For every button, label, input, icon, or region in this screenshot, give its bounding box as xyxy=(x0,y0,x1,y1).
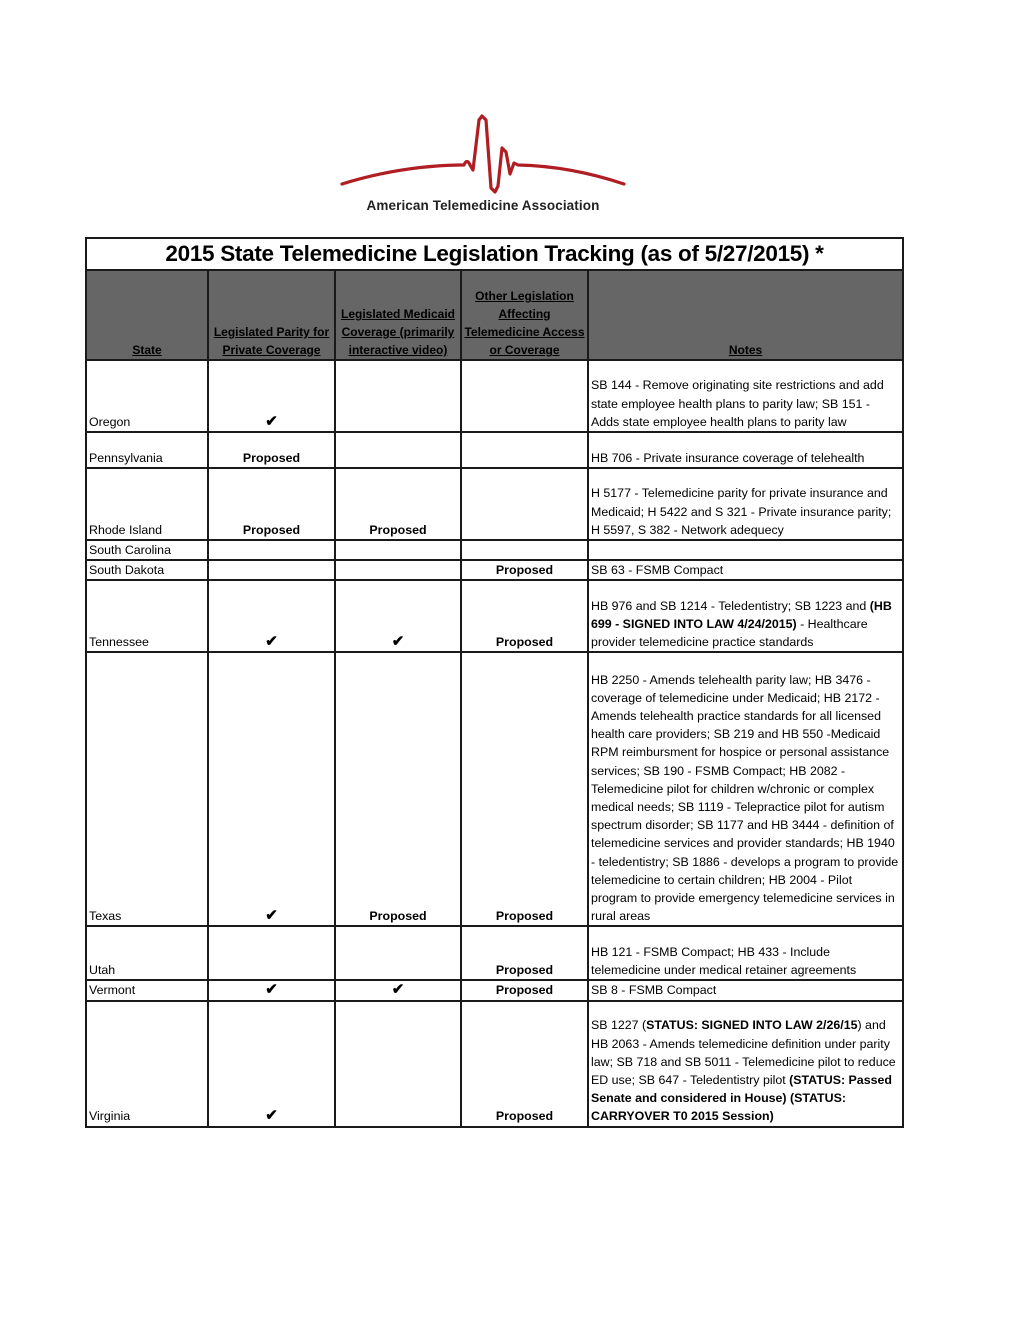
notes-cell xyxy=(588,580,903,652)
notes-cell xyxy=(588,432,903,468)
notes-text: SB 63 - FSMB Compact xyxy=(591,563,724,578)
legislation-table xyxy=(85,237,904,1128)
other-legislation-cell: Proposed xyxy=(461,926,588,980)
state-cell: Vermont xyxy=(86,980,208,1000)
parity-cell xyxy=(208,652,335,926)
checkmark-icon: ✔ xyxy=(265,1107,278,1125)
column-header-parity: Legislated Parity for Private Coverage xyxy=(208,270,335,360)
notes-cell xyxy=(588,1001,903,1127)
column-header-other-legislation: Other Legislation Affecting Telemedicine Access or Coverage xyxy=(461,270,588,360)
medicaid-cell xyxy=(335,560,461,580)
notes-text: ) and HB 2063 - Amends telemedicine definition under parity law; SB 718 and SB 5011 - Telemedicine pilot to reduce ED use; SB 647 - Teledentistry pilot xyxy=(591,1018,896,1087)
other-legislation-cell: Proposed xyxy=(461,652,588,926)
column-header-state: State xyxy=(86,270,208,360)
notes-text: HB 976 and SB 1214 - Teledentistry; SB 1223 and xyxy=(591,598,870,613)
notes-cell xyxy=(588,980,903,1000)
notes-text: - Healthcare provider telemedicine practice standards xyxy=(591,617,868,650)
medicaid-cell xyxy=(335,540,461,560)
notes-cell xyxy=(588,926,903,980)
parity-cell: Proposed xyxy=(208,468,335,540)
checkmark-icon: ✔ xyxy=(265,981,278,999)
state-cell: Pennsylvania xyxy=(86,432,208,468)
state-cell: Texas xyxy=(86,652,208,926)
notes-cell xyxy=(588,360,903,432)
checkmark-icon: ✔ xyxy=(265,633,278,651)
table-body xyxy=(86,360,903,1127)
column-header-notes: Notes xyxy=(588,270,903,360)
notes-cell xyxy=(588,540,903,560)
medicaid-cell xyxy=(335,360,461,432)
notes-cell xyxy=(588,560,903,580)
parity-cell xyxy=(208,980,335,1000)
ata-logo xyxy=(330,108,650,218)
parity-cell xyxy=(208,560,335,580)
parity-cell: Proposed xyxy=(208,432,335,468)
organization-name: American Telemedicine Association xyxy=(366,198,600,213)
parity-cell xyxy=(208,580,335,652)
medicaid-cell xyxy=(335,980,461,1000)
table-row xyxy=(86,926,903,980)
notes-text: SB 144 - Remove originating site restrictions and add state employee health plans to parity law; SB 151 - Adds state employee health plans to parity law xyxy=(591,378,884,429)
checkmark-icon: ✔ xyxy=(265,412,278,430)
other-legislation-cell xyxy=(461,540,588,560)
table-row xyxy=(86,540,903,560)
checkmark-icon: ✔ xyxy=(391,981,405,999)
state-cell: Utah xyxy=(86,926,208,980)
state-cell: Virginia xyxy=(86,1001,208,1127)
state-cell: South Dakota xyxy=(86,560,208,580)
heartbeat-arc-icon xyxy=(330,108,636,198)
parity-cell xyxy=(208,1001,335,1127)
table-row xyxy=(86,1001,903,1127)
notes-text: SB 1227 ( xyxy=(591,1018,647,1033)
notes-text: H 5177 - Telemedicine parity for private insurance and Medicaid; H 5422 and S 321 - Private insurance parity; H 5597, S 382 - Network adequecy xyxy=(591,486,892,537)
medicaid-cell xyxy=(335,580,461,652)
parity-cell xyxy=(208,926,335,980)
other-legislation-cell xyxy=(461,432,588,468)
medicaid-cell: Proposed xyxy=(335,468,461,540)
other-legislation-cell: Proposed xyxy=(461,580,588,652)
medicaid-cell xyxy=(335,1001,461,1127)
state-cell: South Carolina xyxy=(86,540,208,560)
table-row xyxy=(86,560,903,580)
state-cell: Tennessee xyxy=(86,580,208,652)
other-legislation-cell: Proposed xyxy=(461,560,588,580)
notes-cell xyxy=(588,652,903,926)
table-row xyxy=(86,360,903,432)
other-legislation-cell: Proposed xyxy=(461,1001,588,1127)
medicaid-cell: Proposed xyxy=(335,652,461,926)
checkmark-icon: ✔ xyxy=(391,633,405,651)
medicaid-cell xyxy=(335,926,461,980)
notes-text: HB 2250 - Amends telehealth parity law; HB 3476 - coverage of telemedicine under Medicaid; HB 2172 - Amends telehealth practice standards for all licensed health care providers; SB 219 and HB 550 -Medicaid RPM reimbursment for hospice or personal assistance services; SB 190 - FSMB Compact; HB 2082 - Telemedicine pilot for children w/chronic or complex medical needs; SB 1119 - Telepractice pilot for autism spectrum disorder; SB 1177 and HB 3444 - definition of telemedicine services and provider standards; HB 1940 - teledentistry; SB 1886 - develops a program to provide telemedicine to certain children; HB 2004 - Pilot program to provide emergency telemedicine services in rural areas xyxy=(591,672,899,924)
status-text: STATUS: SIGNED INTO LAW 2/26/15 xyxy=(646,1018,858,1033)
notes-cell xyxy=(588,468,903,540)
notes-text: HB 121 - FSMB Compact; HB 433 - Include telemedicine under medical retainer agreements xyxy=(591,945,857,978)
page-title: 2015 State Telemedicine Legislation Tracking (as of 5/27/2015) * xyxy=(86,238,903,270)
other-legislation-cell xyxy=(461,360,588,432)
table-row xyxy=(86,980,903,1000)
state-cell: Rhode Island xyxy=(86,468,208,540)
other-legislation-cell: Proposed xyxy=(461,980,588,1000)
status-text: (STATUS: Passed Senate and considered in House) (STATUS: CARRYOVER T0 2015 Session) xyxy=(591,1073,892,1124)
other-legislation-cell xyxy=(461,468,588,540)
column-header-medicaid: Legislated Medicaid Coverage (primarily interactive video) xyxy=(335,270,461,360)
parity-cell xyxy=(208,540,335,560)
table-row xyxy=(86,580,903,652)
notes-text: HB 706 - Private insurance coverage of telehealth xyxy=(591,450,865,465)
table-row xyxy=(86,432,903,468)
status-text: (HB 699 - SIGNED INTO LAW 4/24/2015) xyxy=(591,598,892,631)
medicaid-cell xyxy=(335,432,461,468)
parity-cell xyxy=(208,360,335,432)
checkmark-icon: ✔ xyxy=(265,907,278,925)
column-header-row xyxy=(86,270,903,360)
notes-text: SB 8 - FSMB Compact xyxy=(591,983,717,998)
state-cell: Oregon xyxy=(86,360,208,432)
table-row xyxy=(86,652,903,926)
table-row xyxy=(86,468,903,540)
